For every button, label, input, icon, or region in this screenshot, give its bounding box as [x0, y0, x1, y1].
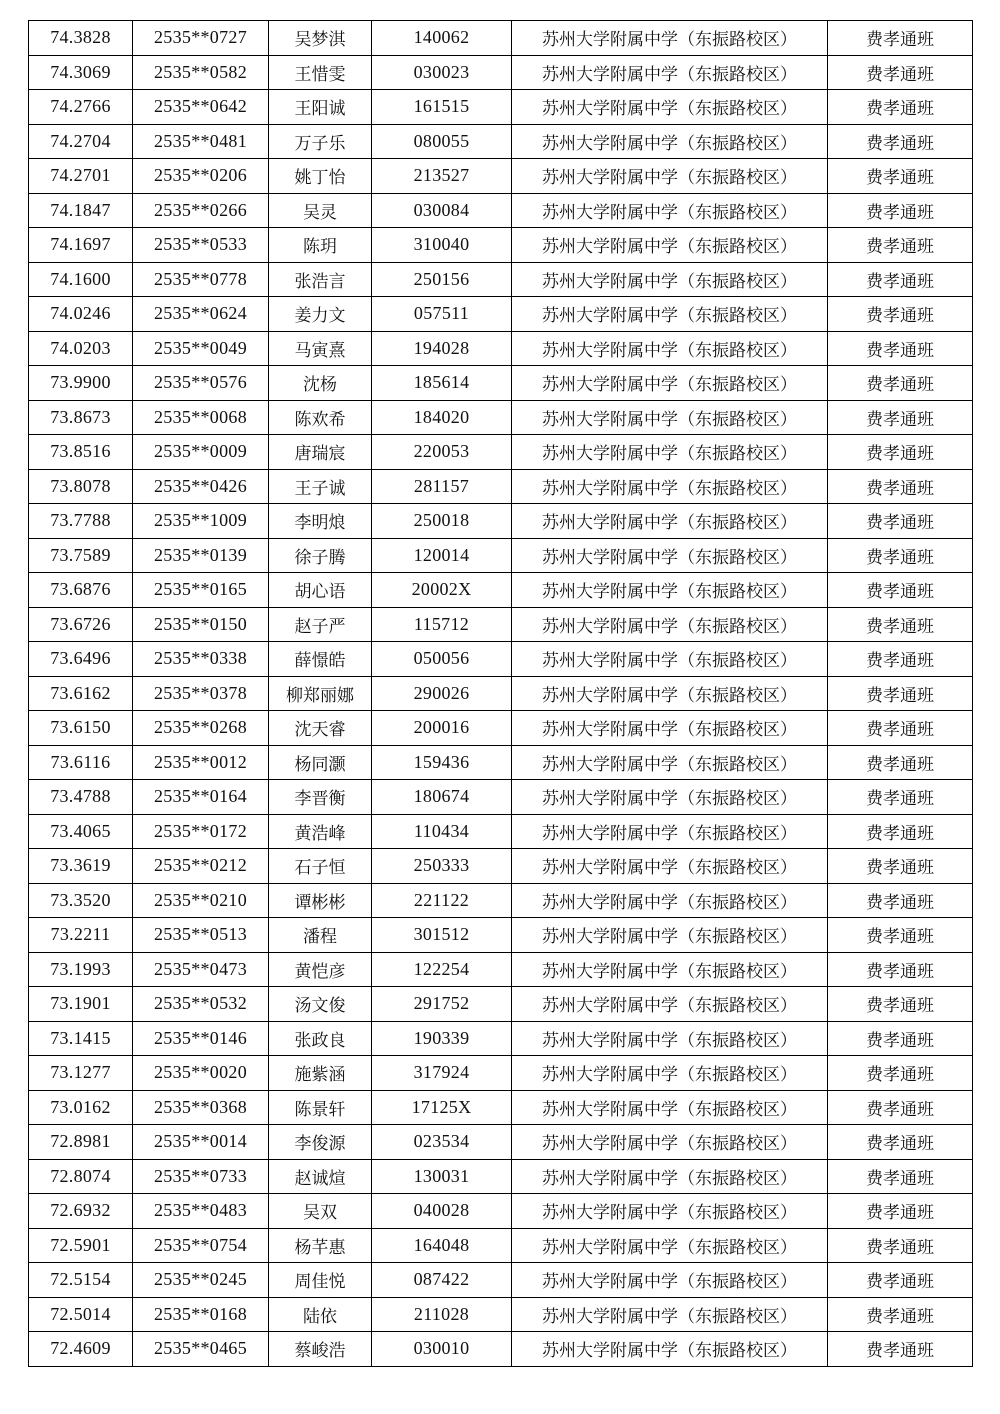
school-cell: 苏州大学附属中学（东振路校区）	[512, 1228, 828, 1263]
code-cell: 220053	[372, 435, 512, 470]
school-cell: 苏州大学附属中学（东振路校区）	[512, 814, 828, 849]
table-row	[29, 918, 973, 953]
code-cell: 250156	[372, 262, 512, 297]
class-cell: 费孝通班	[828, 504, 973, 539]
exam-id-cell: 2535**0582	[133, 55, 269, 90]
exam-id-cell: 2535**0049	[133, 331, 269, 366]
table-row	[29, 814, 973, 849]
class-cell: 费孝通班	[828, 814, 973, 849]
score-cell: 73.1415	[29, 1021, 133, 1056]
score-cell: 72.5154	[29, 1263, 133, 1298]
school-cell: 苏州大学附属中学（东振路校区）	[512, 952, 828, 987]
school-cell: 苏州大学附属中学（东振路校区）	[512, 331, 828, 366]
name-cell: 胡心语	[269, 573, 372, 608]
table-row	[29, 642, 973, 677]
class-cell: 费孝通班	[828, 711, 973, 746]
class-cell: 费孝通班	[828, 297, 973, 332]
code-cell: 20002X	[372, 573, 512, 608]
code-cell: 317924	[372, 1056, 512, 1091]
table-row	[29, 1194, 973, 1229]
table-row	[29, 504, 973, 539]
code-cell: 120014	[372, 538, 512, 573]
class-cell: 费孝通班	[828, 1021, 973, 1056]
exam-id-cell: 2535**0465	[133, 1332, 269, 1367]
class-cell: 费孝通班	[828, 918, 973, 953]
class-cell: 费孝通班	[828, 607, 973, 642]
score-cell: 72.5014	[29, 1297, 133, 1332]
name-cell: 李晋衡	[269, 780, 372, 815]
table-row	[29, 297, 973, 332]
score-cell: 74.0246	[29, 297, 133, 332]
school-cell: 苏州大学附属中学（东振路校区）	[512, 883, 828, 918]
code-cell: 194028	[372, 331, 512, 366]
school-cell: 苏州大学附属中学（东振路校区）	[512, 711, 828, 746]
code-cell: 250018	[372, 504, 512, 539]
score-cell: 73.1901	[29, 987, 133, 1022]
class-cell: 费孝通班	[828, 642, 973, 677]
score-cell: 73.8673	[29, 400, 133, 435]
code-cell: 17125X	[372, 1090, 512, 1125]
school-cell: 苏州大学附属中学（东振路校区）	[512, 21, 828, 56]
score-cell: 73.6162	[29, 676, 133, 711]
code-cell: 301512	[372, 918, 512, 953]
school-cell: 苏州大学附属中学（东振路校区）	[512, 469, 828, 504]
class-cell: 费孝通班	[828, 1263, 973, 1298]
table-row	[29, 159, 973, 194]
school-cell: 苏州大学附属中学（东振路校区）	[512, 1090, 828, 1125]
score-cell: 73.6116	[29, 745, 133, 780]
name-cell: 王子诚	[269, 469, 372, 504]
table-row	[29, 400, 973, 435]
school-cell: 苏州大学附属中学（东振路校区）	[512, 745, 828, 780]
score-cell: 74.2701	[29, 159, 133, 194]
school-cell: 苏州大学附属中学（东振路校区）	[512, 228, 828, 263]
name-cell: 赵子严	[269, 607, 372, 642]
class-cell: 费孝通班	[828, 193, 973, 228]
school-cell: 苏州大学附属中学（东振路校区）	[512, 987, 828, 1022]
name-cell: 谭彬彬	[269, 883, 372, 918]
school-cell: 苏州大学附属中学（东振路校区）	[512, 55, 828, 90]
exam-id-cell: 2535**0266	[133, 193, 269, 228]
table-row	[29, 676, 973, 711]
table-row	[29, 1297, 973, 1332]
class-cell: 费孝通班	[828, 469, 973, 504]
code-cell: 080055	[372, 124, 512, 159]
code-cell: 281157	[372, 469, 512, 504]
school-cell: 苏州大学附属中学（东振路校区）	[512, 1332, 828, 1367]
code-cell: 030084	[372, 193, 512, 228]
class-cell: 费孝通班	[828, 400, 973, 435]
code-cell: 057511	[372, 297, 512, 332]
class-cell: 费孝通班	[828, 1297, 973, 1332]
class-cell: 费孝通班	[828, 780, 973, 815]
class-cell: 费孝通班	[828, 1332, 973, 1367]
score-cell: 73.2211	[29, 918, 133, 953]
score-cell: 74.3069	[29, 55, 133, 90]
code-cell: 221122	[372, 883, 512, 918]
score-cell: 74.2704	[29, 124, 133, 159]
name-cell: 张政良	[269, 1021, 372, 1056]
name-cell: 姚丁怡	[269, 159, 372, 194]
table-row	[29, 952, 973, 987]
score-cell: 73.6150	[29, 711, 133, 746]
exam-id-cell: 2535**0426	[133, 469, 269, 504]
name-cell: 汤文俊	[269, 987, 372, 1022]
class-cell: 费孝通班	[828, 952, 973, 987]
table-row	[29, 1332, 973, 1367]
table-row	[29, 1159, 973, 1194]
name-cell: 陆依	[269, 1297, 372, 1332]
school-cell: 苏州大学附属中学（东振路校区）	[512, 607, 828, 642]
school-cell: 苏州大学附属中学（东振路校区）	[512, 918, 828, 953]
exam-id-cell: 2535**0009	[133, 435, 269, 470]
exam-id-cell: 2535**0165	[133, 573, 269, 608]
code-cell: 023534	[372, 1125, 512, 1160]
table-row	[29, 1056, 973, 1091]
exam-id-cell: 2535**0245	[133, 1263, 269, 1298]
name-cell: 杨芊惠	[269, 1228, 372, 1263]
class-cell: 费孝通班	[828, 1194, 973, 1229]
exam-id-cell: 2535**0212	[133, 849, 269, 884]
exam-id-cell: 2535**0164	[133, 780, 269, 815]
score-cell: 73.6496	[29, 642, 133, 677]
code-cell: 291752	[372, 987, 512, 1022]
name-cell: 沈天睿	[269, 711, 372, 746]
class-cell: 费孝通班	[828, 1090, 973, 1125]
school-cell: 苏州大学附属中学（东振路校区）	[512, 1125, 828, 1160]
table-row	[29, 1090, 973, 1125]
exam-id-cell: 2535**0146	[133, 1021, 269, 1056]
exam-id-cell: 2535**0150	[133, 607, 269, 642]
name-cell: 徐子腾	[269, 538, 372, 573]
name-cell: 吴双	[269, 1194, 372, 1229]
name-cell: 黄恺彦	[269, 952, 372, 987]
code-cell: 213527	[372, 159, 512, 194]
exam-id-cell: 2535**0368	[133, 1090, 269, 1125]
name-cell: 王惜雯	[269, 55, 372, 90]
exam-id-cell: 2535**0020	[133, 1056, 269, 1091]
name-cell: 李俊源	[269, 1125, 372, 1160]
class-cell: 费孝通班	[828, 55, 973, 90]
score-cell: 72.6932	[29, 1194, 133, 1229]
code-cell: 110434	[372, 814, 512, 849]
exam-id-cell: 2535**0532	[133, 987, 269, 1022]
school-cell: 苏州大学附属中学（东振路校区）	[512, 366, 828, 401]
score-cell: 72.4609	[29, 1332, 133, 1367]
admission-list-sheet	[28, 20, 972, 1367]
school-cell: 苏州大学附属中学（东振路校区）	[512, 676, 828, 711]
exam-id-cell: 2535**0338	[133, 642, 269, 677]
score-cell: 74.1697	[29, 228, 133, 263]
score-cell: 73.0162	[29, 1090, 133, 1125]
table-row	[29, 711, 973, 746]
code-cell: 190339	[372, 1021, 512, 1056]
code-cell: 050056	[372, 642, 512, 677]
school-cell: 苏州大学附属中学（东振路校区）	[512, 193, 828, 228]
table-row	[29, 55, 973, 90]
class-cell: 费孝通班	[828, 573, 973, 608]
class-cell: 费孝通班	[828, 124, 973, 159]
admission-table	[28, 20, 973, 1367]
name-cell: 蔡峻浩	[269, 1332, 372, 1367]
exam-id-cell: 2535**0168	[133, 1297, 269, 1332]
table-row	[29, 883, 973, 918]
exam-id-cell: 2535**0473	[133, 952, 269, 987]
table-row	[29, 262, 973, 297]
exam-id-cell: 2535**0068	[133, 400, 269, 435]
name-cell: 施紫涵	[269, 1056, 372, 1091]
school-cell: 苏州大学附属中学（东振路校区）	[512, 90, 828, 125]
class-cell: 费孝通班	[828, 262, 973, 297]
class-cell: 费孝通班	[828, 21, 973, 56]
code-cell: 161515	[372, 90, 512, 125]
table-row	[29, 193, 973, 228]
class-cell: 费孝通班	[828, 1056, 973, 1091]
code-cell: 159436	[372, 745, 512, 780]
name-cell: 沈杨	[269, 366, 372, 401]
score-cell: 72.8981	[29, 1125, 133, 1160]
code-cell: 250333	[372, 849, 512, 884]
table-row	[29, 90, 973, 125]
class-cell: 费孝通班	[828, 1125, 973, 1160]
table-row	[29, 435, 973, 470]
school-cell: 苏州大学附属中学（东振路校区）	[512, 504, 828, 539]
score-cell: 73.4065	[29, 814, 133, 849]
exam-id-cell: 2535**0778	[133, 262, 269, 297]
exam-id-cell: 2535**0624	[133, 297, 269, 332]
table-row	[29, 1125, 973, 1160]
class-cell: 费孝通班	[828, 90, 973, 125]
exam-id-cell: 2535**0014	[133, 1125, 269, 1160]
name-cell: 姜力文	[269, 297, 372, 332]
score-cell: 74.3828	[29, 21, 133, 56]
code-cell: 115712	[372, 607, 512, 642]
table-row	[29, 1228, 973, 1263]
school-cell: 苏州大学附属中学（东振路校区）	[512, 573, 828, 608]
table-row	[29, 538, 973, 573]
school-cell: 苏州大学附属中学（东振路校区）	[512, 124, 828, 159]
class-cell: 费孝通班	[828, 331, 973, 366]
name-cell: 李明烺	[269, 504, 372, 539]
name-cell: 陈玥	[269, 228, 372, 263]
school-cell: 苏州大学附属中学（东振路校区）	[512, 400, 828, 435]
exam-id-cell: 2535**0754	[133, 1228, 269, 1263]
score-cell: 74.2766	[29, 90, 133, 125]
exam-id-cell: 2535**0483	[133, 1194, 269, 1229]
name-cell: 陈景轩	[269, 1090, 372, 1125]
score-cell: 72.5901	[29, 1228, 133, 1263]
class-cell: 费孝通班	[828, 435, 973, 470]
score-cell: 73.1993	[29, 952, 133, 987]
name-cell: 吴梦淇	[269, 21, 372, 56]
exam-id-cell: 2535**0481	[133, 124, 269, 159]
table-row	[29, 573, 973, 608]
school-cell: 苏州大学附属中学（东振路校区）	[512, 1021, 828, 1056]
class-cell: 费孝通班	[828, 1159, 973, 1194]
exam-id-cell: 2535**0172	[133, 814, 269, 849]
table-row	[29, 228, 973, 263]
score-cell: 73.7788	[29, 504, 133, 539]
table-row	[29, 607, 973, 642]
table-row	[29, 21, 973, 56]
name-cell: 柳郑丽娜	[269, 676, 372, 711]
score-cell: 73.1277	[29, 1056, 133, 1091]
school-cell: 苏州大学附属中学（东振路校区）	[512, 297, 828, 332]
table-row	[29, 124, 973, 159]
school-cell: 苏州大学附属中学（东振路校区）	[512, 1159, 828, 1194]
exam-id-cell: 2535**0012	[133, 745, 269, 780]
table-row	[29, 780, 973, 815]
table-row	[29, 1021, 973, 1056]
exam-id-cell: 2535**0642	[133, 90, 269, 125]
score-cell: 73.8078	[29, 469, 133, 504]
score-cell: 73.3619	[29, 849, 133, 884]
name-cell: 周佳悦	[269, 1263, 372, 1298]
score-cell: 74.1847	[29, 193, 133, 228]
school-cell: 苏州大学附属中学（东振路校区）	[512, 159, 828, 194]
name-cell: 陈欢希	[269, 400, 372, 435]
table-row	[29, 987, 973, 1022]
class-cell: 费孝通班	[828, 366, 973, 401]
table-row	[29, 745, 973, 780]
exam-id-cell: 2535**0576	[133, 366, 269, 401]
score-cell: 73.3520	[29, 883, 133, 918]
exam-id-cell: 2535**0268	[133, 711, 269, 746]
code-cell: 185614	[372, 366, 512, 401]
score-cell: 73.4788	[29, 780, 133, 815]
name-cell: 石子恒	[269, 849, 372, 884]
exam-id-cell: 2535**0210	[133, 883, 269, 918]
exam-id-cell: 2535**0727	[133, 21, 269, 56]
school-cell: 苏州大学附属中学（东振路校区）	[512, 1056, 828, 1091]
class-cell: 费孝通班	[828, 745, 973, 780]
code-cell: 130031	[372, 1159, 512, 1194]
score-cell: 72.8074	[29, 1159, 133, 1194]
class-cell: 费孝通班	[828, 159, 973, 194]
name-cell: 王阳诚	[269, 90, 372, 125]
score-cell: 74.0203	[29, 331, 133, 366]
score-cell: 73.9900	[29, 366, 133, 401]
exam-id-cell: 2535**0378	[133, 676, 269, 711]
code-cell: 211028	[372, 1297, 512, 1332]
school-cell: 苏州大学附属中学（东振路校区）	[512, 849, 828, 884]
code-cell: 030010	[372, 1332, 512, 1367]
class-cell: 费孝通班	[828, 1228, 973, 1263]
score-cell: 73.6876	[29, 573, 133, 608]
name-cell: 黄浩峰	[269, 814, 372, 849]
code-cell: 200016	[372, 711, 512, 746]
name-cell: 马寅熹	[269, 331, 372, 366]
code-cell: 030023	[372, 55, 512, 90]
name-cell: 张浩言	[269, 262, 372, 297]
table-row	[29, 849, 973, 884]
name-cell: 赵诚煊	[269, 1159, 372, 1194]
class-cell: 费孝通班	[828, 987, 973, 1022]
class-cell: 费孝通班	[828, 228, 973, 263]
class-cell: 费孝通班	[828, 849, 973, 884]
admission-table-body	[29, 21, 973, 1367]
school-cell: 苏州大学附属中学（东振路校区）	[512, 642, 828, 677]
school-cell: 苏州大学附属中学（东振路校区）	[512, 780, 828, 815]
exam-id-cell: 2535**0733	[133, 1159, 269, 1194]
code-cell: 180674	[372, 780, 512, 815]
code-cell: 184020	[372, 400, 512, 435]
name-cell: 薛憬皓	[269, 642, 372, 677]
code-cell: 040028	[372, 1194, 512, 1229]
school-cell: 苏州大学附属中学（东振路校区）	[512, 1194, 828, 1229]
name-cell: 万子乐	[269, 124, 372, 159]
exam-id-cell: 2535**0533	[133, 228, 269, 263]
school-cell: 苏州大学附属中学（东振路校区）	[512, 538, 828, 573]
exam-id-cell: 2535**0206	[133, 159, 269, 194]
class-cell: 费孝通班	[828, 883, 973, 918]
score-cell: 73.7589	[29, 538, 133, 573]
class-cell: 费孝通班	[828, 676, 973, 711]
code-cell: 140062	[372, 21, 512, 56]
name-cell: 杨同灏	[269, 745, 372, 780]
code-cell: 087422	[372, 1263, 512, 1298]
school-cell: 苏州大学附属中学（东振路校区）	[512, 1297, 828, 1332]
school-cell: 苏州大学附属中学（东振路校区）	[512, 1263, 828, 1298]
table-row	[29, 1263, 973, 1298]
school-cell: 苏州大学附属中学（东振路校区）	[512, 435, 828, 470]
table-row	[29, 469, 973, 504]
table-row	[29, 366, 973, 401]
name-cell: 唐瑞宸	[269, 435, 372, 470]
score-cell: 73.8516	[29, 435, 133, 470]
code-cell: 164048	[372, 1228, 512, 1263]
code-cell: 310040	[372, 228, 512, 263]
school-cell: 苏州大学附属中学（东振路校区）	[512, 262, 828, 297]
class-cell: 费孝通班	[828, 538, 973, 573]
name-cell: 潘程	[269, 918, 372, 953]
score-cell: 73.6726	[29, 607, 133, 642]
table-row	[29, 331, 973, 366]
code-cell: 290026	[372, 676, 512, 711]
score-cell: 74.1600	[29, 262, 133, 297]
name-cell: 吴灵	[269, 193, 372, 228]
code-cell: 122254	[372, 952, 512, 987]
exam-id-cell: 2535**1009	[133, 504, 269, 539]
exam-id-cell: 2535**0513	[133, 918, 269, 953]
exam-id-cell: 2535**0139	[133, 538, 269, 573]
